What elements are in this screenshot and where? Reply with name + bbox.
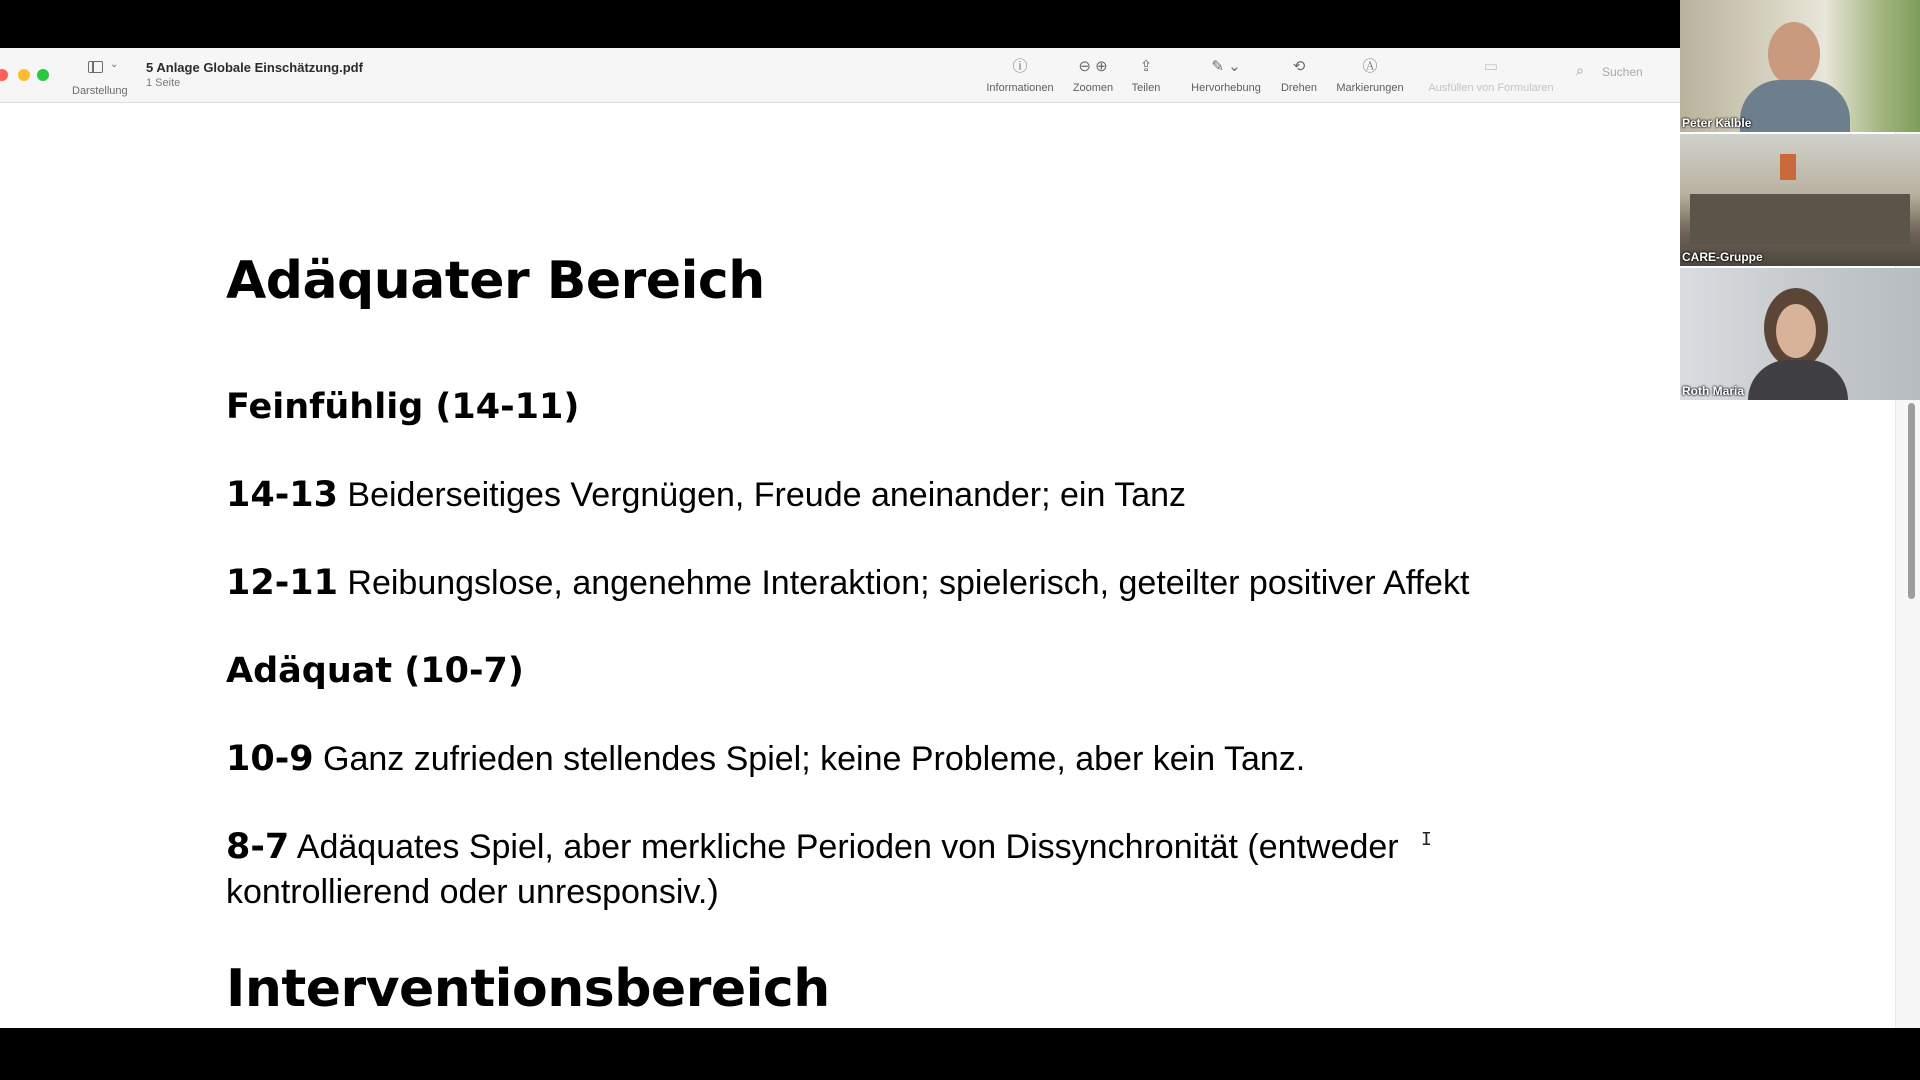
item-8-7 [226, 825, 1476, 915]
text-12-11: Reibungslose, angenehme Interaktion; spielerisch, geteilter positiver Affekt [337, 564, 1470, 602]
share-label: Teilen [1131, 82, 1161, 94]
sidebar-icon [88, 61, 103, 73]
form-fill-label: Ausfüllen von Formularen [1428, 82, 1554, 94]
fullscreen-window-button[interactable] [37, 69, 49, 81]
markup-button[interactable] [1330, 56, 1410, 94]
close-window-button[interactable] [0, 69, 8, 81]
toolbar [0, 48, 1680, 103]
info-button[interactable] [980, 56, 1060, 94]
search-input[interactable] [1600, 60, 1682, 84]
item-14-13 [226, 473, 1476, 518]
rotate-icon: ⟲ [1292, 58, 1306, 75]
sidebar-toggle-button[interactable] [86, 58, 126, 76]
video-tile-roth-maria[interactable] [1680, 268, 1920, 400]
pdf-page [0, 103, 1895, 1028]
document-page-count: 1 Seite [146, 77, 181, 89]
search-icon: ⌕ [1576, 62, 1584, 78]
rotate-label: Drehen [1280, 82, 1318, 94]
rotate-button[interactable] [1276, 56, 1322, 94]
participant-body [1740, 80, 1850, 132]
sidebar-label: Darstellung [72, 85, 128, 97]
info-label: Informationen [986, 82, 1054, 94]
preview-window [0, 48, 1920, 1028]
share-button[interactable] [1126, 56, 1166, 94]
item-12-11 [226, 561, 1476, 606]
highlight-button[interactable] [1184, 56, 1268, 94]
scrollbar-thumb[interactable] [1908, 403, 1915, 599]
text-10-9: Ganz zufrieden stellendes Spiel; keine Probleme, aber kein Tanz. [313, 740, 1306, 778]
participant-name: CARE-Gruppe [1682, 250, 1763, 264]
minimize-window-button[interactable] [18, 69, 30, 81]
section-sensitive: Feinfühlig (14-11) [226, 387, 580, 427]
score-8-7: 8-7 [226, 827, 290, 867]
chevron-down-icon: ⌄ [110, 59, 119, 70]
participant-name: Roth Maria [1682, 384, 1745, 398]
text-14-13: Beiderseitiges Vergnügen, Freude aneinander; ein Tanz [337, 476, 1187, 514]
form-fill-button[interactable] [1420, 56, 1562, 94]
heading-adequate-range: Adäquater Bereich [226, 251, 765, 311]
video-tile-peter[interactable] [1680, 0, 1920, 132]
participant-name: Peter Kälble [1682, 116, 1752, 130]
highlight-icon: ✎ ⌄ [1211, 58, 1241, 75]
search-field[interactable] [1572, 60, 1680, 82]
form-fill-icon: ▭ [1483, 58, 1499, 75]
document-title: 5 Anlage Globale Einschätzung.pdf [146, 60, 363, 75]
markup-icon: Ⓐ [1362, 58, 1378, 75]
section-adequate: Adäquat (10-7) [226, 651, 524, 691]
text-8-7: Adäquates Spiel, aber merkliche Perioden von Dissynchronität (entweder kontrollierend oder unresponsiv.) [226, 828, 1399, 911]
share-icon: ⇪ [1139, 58, 1153, 75]
zoom-icon: ⊖ ⊕ [1078, 58, 1108, 75]
heading-intervention-range: Interventionsbereich [226, 959, 830, 1019]
zoom-label: Zoomen [1072, 82, 1114, 94]
wall-picture [1780, 154, 1796, 180]
info-icon: ⓘ [1012, 58, 1028, 75]
zoom-button[interactable] [1068, 56, 1118, 94]
text-cursor-icon: I [1421, 829, 1432, 850]
participant-video [1768, 22, 1820, 86]
participant-body [1748, 360, 1848, 400]
score-14-13: 14-13 [226, 475, 338, 515]
score-12-11: 12-11 [226, 563, 338, 603]
item-10-9 [226, 737, 1476, 782]
video-tile-care-group[interactable] [1680, 134, 1920, 266]
markup-label: Markierungen [1336, 82, 1404, 94]
participant-face [1776, 304, 1816, 358]
highlight-label: Hervorhebung [1191, 82, 1261, 94]
score-10-9: 10-9 [226, 739, 314, 779]
meeting-table [1690, 194, 1910, 244]
